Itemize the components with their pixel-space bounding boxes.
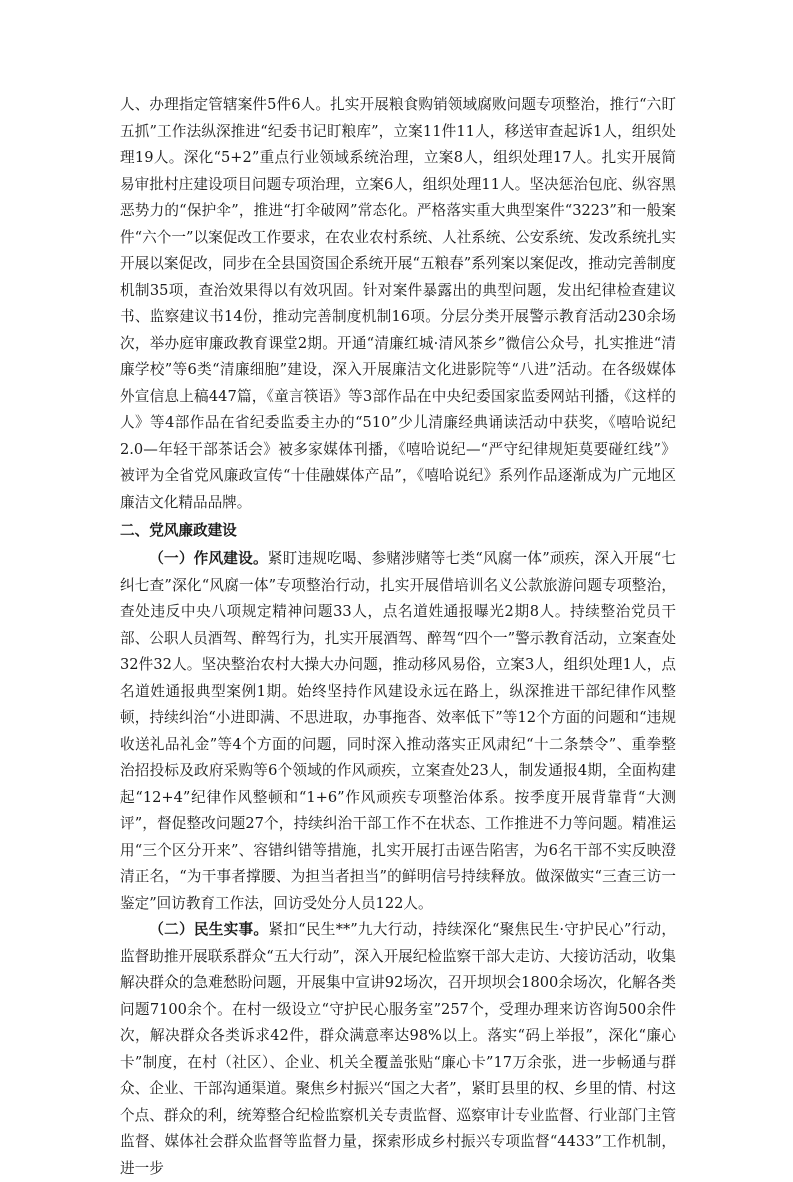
subsection-work-style-text: 紧盯违规吃喝、参赌涉赌等七类“风腐一体”顽疾，深入开展“七纠七查”深化“风腐一体”专项整治行动，扎实开展借培训名义公款旅游问题专项整治，查处违反中央八项规定精神问题33人，点名道姓通报曝光2期8人。持续整治党员干部、公职人员酒驾、醉驾行为，扎实开展酒驾、醉驾“四个一”警示教育活动，立案查处32件32人。坚决整治农村大操大办问题，推动移风易俗，立案3人，组织处理1人，点名道姓通报典型案例1期。始终坚持作风建设永远在路上，纵深推进干部纪律作风整顿，持续纠治“小进即满、不思进取，办事拖沓、效率低下”等12个方面的问题和“违规收送礼品礼金”等4个方面的问题，同时深入推动落实正风肃纪“十二条禁令”、重拳整治招投标及政府采购等6个领域的作风顽疾，立案查处23人，制发通报4期，全面构建起“12+4”纪律作风整顿和“1+6”作风顽疾专项整治体系。按季度开展背靠背“大测评”，督促整改问题27个，持续纠治干部工作不在状态、工作推进不力等问题。精准运用“三个区分开来”、容错纠错等措施，扎实开展打击诬告陷害，为6名干部不实反映澄清正名，“为干事者撑腰、为担当者担当”的鲜明信号持续释放。做深做实“三查三访一鉴定”回访教育工作法，回访受处分人员122人。 (120, 550, 676, 912)
continued-paragraph: 人、办理指定管辖案件5件6人。扎实开展粮食购销领域腐败问题专项整治，推行“六盯五抓”工作法纵深推进“纪委书记盯粮库”，立案11件11人，移送审查起诉1人，组织处理19人。深化“5+2”重点行业领域系统治理，立案8人，组织处理17人。扎实开展简易审批村庄建设项目问题专项治理，立案6人，组织处理11人。坚决惩治包庇、纵容黑恶势力的“保护伞”，推进“打伞破网”常态化。严格落实重大典型案件“3223”和一般案件“六个一”以案促改工作要求，在农业农村系统、人社系统、公安系统、发改系统扎实开展以案促改，同步在全县国资国企系统开展“五粮春”系列案以案促改，推动完善制度机制35项，查治效果得以有效巩固。针对案件暴露出的典型问题，发出纪律检查建议书、监察建议书14份，推动完善制度机制16项。分层分类开展警示教育活动230余场次，举办庭审廉政教育课堂2期。开通“清廉红城·清风茶乡”微信公众号，扎实推进“清廉学校”等6类“清廉细胞”建设，深入开展廉洁文化进影院等“八进”活动。在各级媒体外宣信息上稿447篇，《童言筷语》等3部作品在中央纪委国家监委网站刊播，《这样的人》等4部作品在省纪委监委主办的“510”少儿清廉经典诵读活动中获奖，《嘻哈说纪2.0—年轻干部茶话会》被多家媒体刊播，《嘻哈说纪—“严守纪律规矩莫要碰红线”》被评为全省党风廉政宣传“十佳融媒体产品”，《嘻哈说纪》系列作品逐渐成为广元地区廉洁文化精品品牌。 (120, 96, 676, 511)
subsection-work-style (120, 546, 676, 917)
subsection-livelihood (120, 917, 676, 1182)
subsection-livelihood-text: 紧扣“民生**”九大行动，持续深化“聚焦民生·守护民心”行动，监督助推开展联系群众“五大行动”，深入开展纪检监察干部大走访、大接访活动，收集解决群众的急难愁盼问题，开展集中宣讲92场次，召开坝坝会1800余场次，化解各类问题7100余个。在村一级设立“守护民心服务室”257个，受理办理来访咨询500余件次，解决群众各类诉求42件，群众满意率达98%以上。落实“码上举报”，深化“廉心卡”制度，在村（社区）、企业、机关全覆盖张贴“廉心卡”17万余张，进一步畅通与群众、企业、干部沟通渠道。聚焦乡村振兴“国之大者”，紧盯县里的权、乡里的情、村这个点、群众的利，统筹整合纪检监察机关专责监督、巡察审计专业监督、行业部门主管监督、媒体社会群众监督等监督力量，探索形成乡村振兴专项监督“4433”工作机制，进一步 (120, 921, 676, 1177)
subsection-work-style-title: （一）作风建设。 (149, 550, 268, 567)
document-page (120, 92, 676, 1182)
section-heading: 二、党风廉政建设 (120, 522, 237, 539)
subsection-livelihood-title: （二）民生实事。 (149, 921, 269, 938)
